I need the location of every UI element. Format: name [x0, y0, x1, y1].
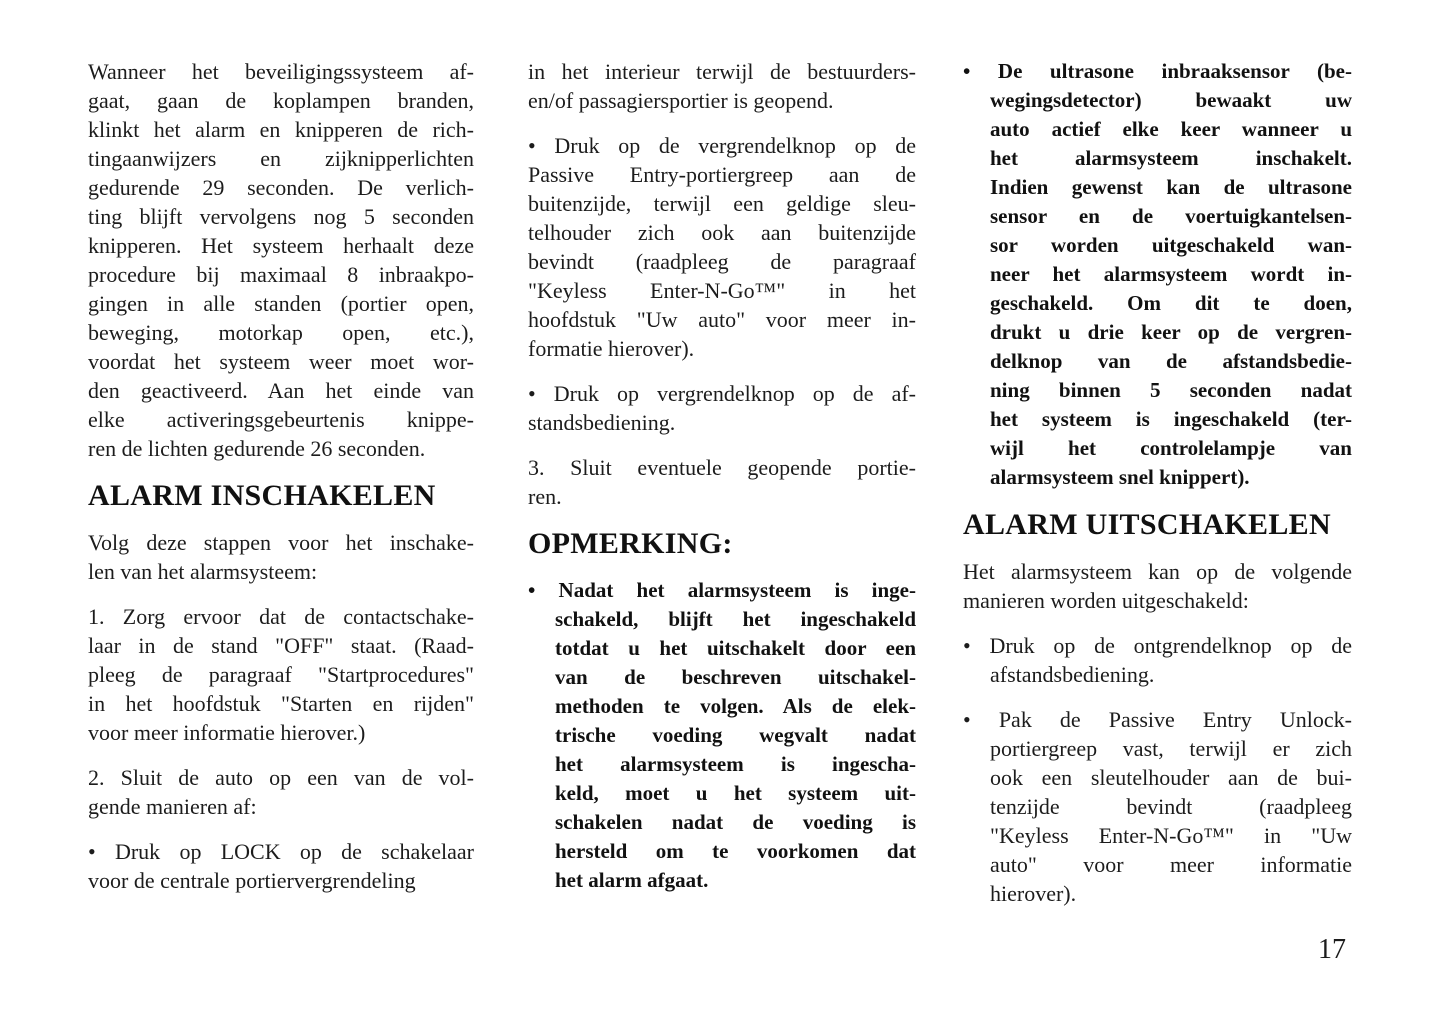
paragraph	[88, 528, 474, 586]
bullet-paragraph	[528, 131, 916, 363]
text-line: neer het alarmsysteem wordt in-	[990, 262, 1352, 286]
text-line: gedurende 29 seconden. De verlich-	[88, 175, 474, 200]
text-line: telhouder zich ook aan buitenzijde	[528, 220, 916, 245]
text-line: • Druk op de ontgrendelknop op de	[963, 633, 1352, 658]
text-column-middle	[528, 57, 916, 911]
text-line: alarmsysteem snel knippert).	[990, 465, 1250, 489]
text-line: het alarmsysteem is ingescha-	[555, 752, 916, 776]
text-line: • Druk op vergrendelknop op de af-	[528, 381, 916, 406]
text-line: • Nadat het alarmsysteem is inge-	[528, 578, 916, 602]
text-line: • Druk op de vergrendelknop op de	[528, 133, 916, 158]
text-line: portiergreep vast, terwijl er zich	[990, 736, 1352, 761]
text-column-right	[963, 57, 1352, 924]
text-line: Indien gewenst kan de ultrasone	[990, 175, 1352, 199]
text-line: drukt u drie keer op de vergren-	[990, 320, 1352, 344]
text-line: delknop van de afstandsbedie-	[990, 349, 1352, 373]
text-line: Wanneer het beveiligingssysteem af-	[88, 59, 474, 84]
text-line: schakelen nadat de voeding is	[555, 810, 916, 834]
text-line: den geactiveerd. Aan het einde van	[88, 378, 474, 403]
text-line: voor de centrale portiervergrendeling	[88, 868, 416, 893]
text-line: ren de lichten gedurende 26 seconden.	[88, 436, 426, 461]
paragraph	[528, 57, 916, 115]
text-line: pleeg de paragraaf "Startprocedures"	[88, 662, 474, 687]
text-line: voordat het systeem weer moet wor-	[88, 349, 474, 374]
text-line: knipperen. Het systeem herhaalt deze	[88, 233, 474, 258]
paragraph	[88, 602, 474, 747]
text-line: voor meer informatie hierover.)	[88, 720, 366, 745]
text-line: wijl het controlelampje van	[990, 436, 1352, 460]
text-line: • Druk op LOCK op de schakelaar	[88, 839, 474, 864]
text-line: het alarm afgaat.	[555, 868, 709, 892]
text-line: wegingsdetector) bewaakt uw	[990, 88, 1352, 112]
text-line: afstandsbediening.	[990, 662, 1155, 687]
text-line: het alarmsysteem inschakelt.	[990, 146, 1352, 170]
text-line: ning binnen 5 seconden nadat	[990, 378, 1352, 402]
section-heading: ALARM INSCHAKELEN	[88, 479, 436, 512]
bullet-paragraph	[88, 837, 474, 895]
text-line: formatie hierover).	[528, 336, 695, 361]
text-line: • De ultrasone inbraaksensor (be-	[963, 59, 1352, 83]
text-line: elke activeringsgebeurtenis knippe-	[88, 407, 474, 432]
text-line: Volg deze stappen voor het inschake-	[88, 530, 474, 555]
text-line: ren.	[528, 484, 562, 509]
text-line: bevindt (raadpleeg de paragraaf	[528, 249, 916, 274]
bullet-paragraph	[963, 57, 1352, 492]
page-number: 17	[1318, 934, 1346, 965]
bullet-paragraph	[528, 379, 916, 437]
section-heading: ALARM UITSCHAKELEN	[963, 508, 1331, 541]
text-line: keld, moet u het systeem uit-	[555, 781, 916, 805]
text-line: beweging, motorkap open, etc.),	[88, 320, 474, 345]
paragraph	[528, 453, 916, 511]
text-line: laar in de stand "OFF" staat. (Raad-	[88, 633, 474, 658]
text-line: hierover).	[990, 881, 1077, 906]
text-line: gende manieren af:	[88, 794, 257, 819]
bullet-paragraph	[528, 576, 916, 895]
text-line: en/of passagiersportier is geopend.	[528, 88, 834, 113]
text-line: manieren worden uitgeschakeld:	[963, 588, 1249, 613]
text-line: ook een sleutelhouder aan de bui-	[990, 765, 1352, 790]
text-line: procedure bij maximaal 8 inbraakpo-	[88, 262, 474, 287]
text-line: van de beschreven uitschakel-	[555, 665, 916, 689]
text-line: hersteld om te voorkomen dat	[555, 839, 916, 863]
text-line: Het alarmsysteem kan op de volgende	[963, 559, 1352, 584]
text-line: in het interieur terwijl de bestuurders-	[528, 59, 916, 84]
text-line: Passive Entry-portiergreep aan de	[528, 162, 916, 187]
text-line: tingaanwijzers en zijknipperlichten	[88, 146, 474, 171]
text-line: totdat u het uitschakelt door een	[555, 636, 916, 660]
text-line: sor worden uitgeschakeld wan-	[990, 233, 1352, 257]
text-column-left	[88, 57, 474, 911]
section-heading: OPMERKING:	[528, 527, 733, 560]
text-line: hoofdstuk "Uw auto" voor meer in-	[528, 307, 916, 332]
text-line: auto actief elke keer wanneer u	[990, 117, 1352, 141]
text-line: klinkt het alarm en knipperen de rich-	[88, 117, 474, 142]
text-line: het systeem is ingeschakeld (ter-	[990, 407, 1352, 431]
bullet-paragraph	[963, 705, 1352, 908]
text-line: methoden te volgen. Als de elek-	[555, 694, 916, 718]
text-line: schakeld, blijft het ingeschakeld	[555, 607, 916, 631]
paragraph	[963, 557, 1352, 615]
text-line: gingen in alle standen (portier open,	[88, 291, 474, 316]
text-line: tenzijde bevindt (raadpleeg	[990, 794, 1352, 819]
paragraph	[88, 57, 474, 463]
text-line: ting blijft vervolgens nog 5 seconden	[88, 204, 474, 229]
text-line: "Keyless Enter-N-Go™" in "Uw	[990, 823, 1352, 848]
bullet-paragraph	[963, 631, 1352, 689]
text-line: 1. Zorg ervoor dat de contactschake-	[88, 604, 474, 629]
text-line: sensor en de voertuigkantelsen-	[990, 204, 1352, 228]
paragraph	[88, 763, 474, 821]
text-line: buitenzijde, terwijl een geldige sleu-	[528, 191, 916, 216]
text-line: trische voeding wegvalt nadat	[555, 723, 916, 747]
text-line: geschakeld. Om dit te doen,	[990, 291, 1352, 315]
text-line: 3. Sluit eventuele geopende portie-	[528, 455, 916, 480]
text-line: "Keyless Enter-N-Go™" in het	[528, 278, 916, 303]
text-line: • Pak de Passive Entry Unlock-	[963, 707, 1352, 732]
text-line: 2. Sluit de auto op een van de vol-	[88, 765, 474, 790]
text-line: auto" voor meer informatie	[990, 852, 1352, 877]
text-line: standsbediening.	[528, 410, 676, 435]
text-line: in het hoofdstuk "Starten en rijden"	[88, 691, 474, 716]
text-line: gaat, gaan de koplampen branden,	[88, 88, 474, 113]
text-line: len van het alarmsysteem:	[88, 559, 318, 584]
